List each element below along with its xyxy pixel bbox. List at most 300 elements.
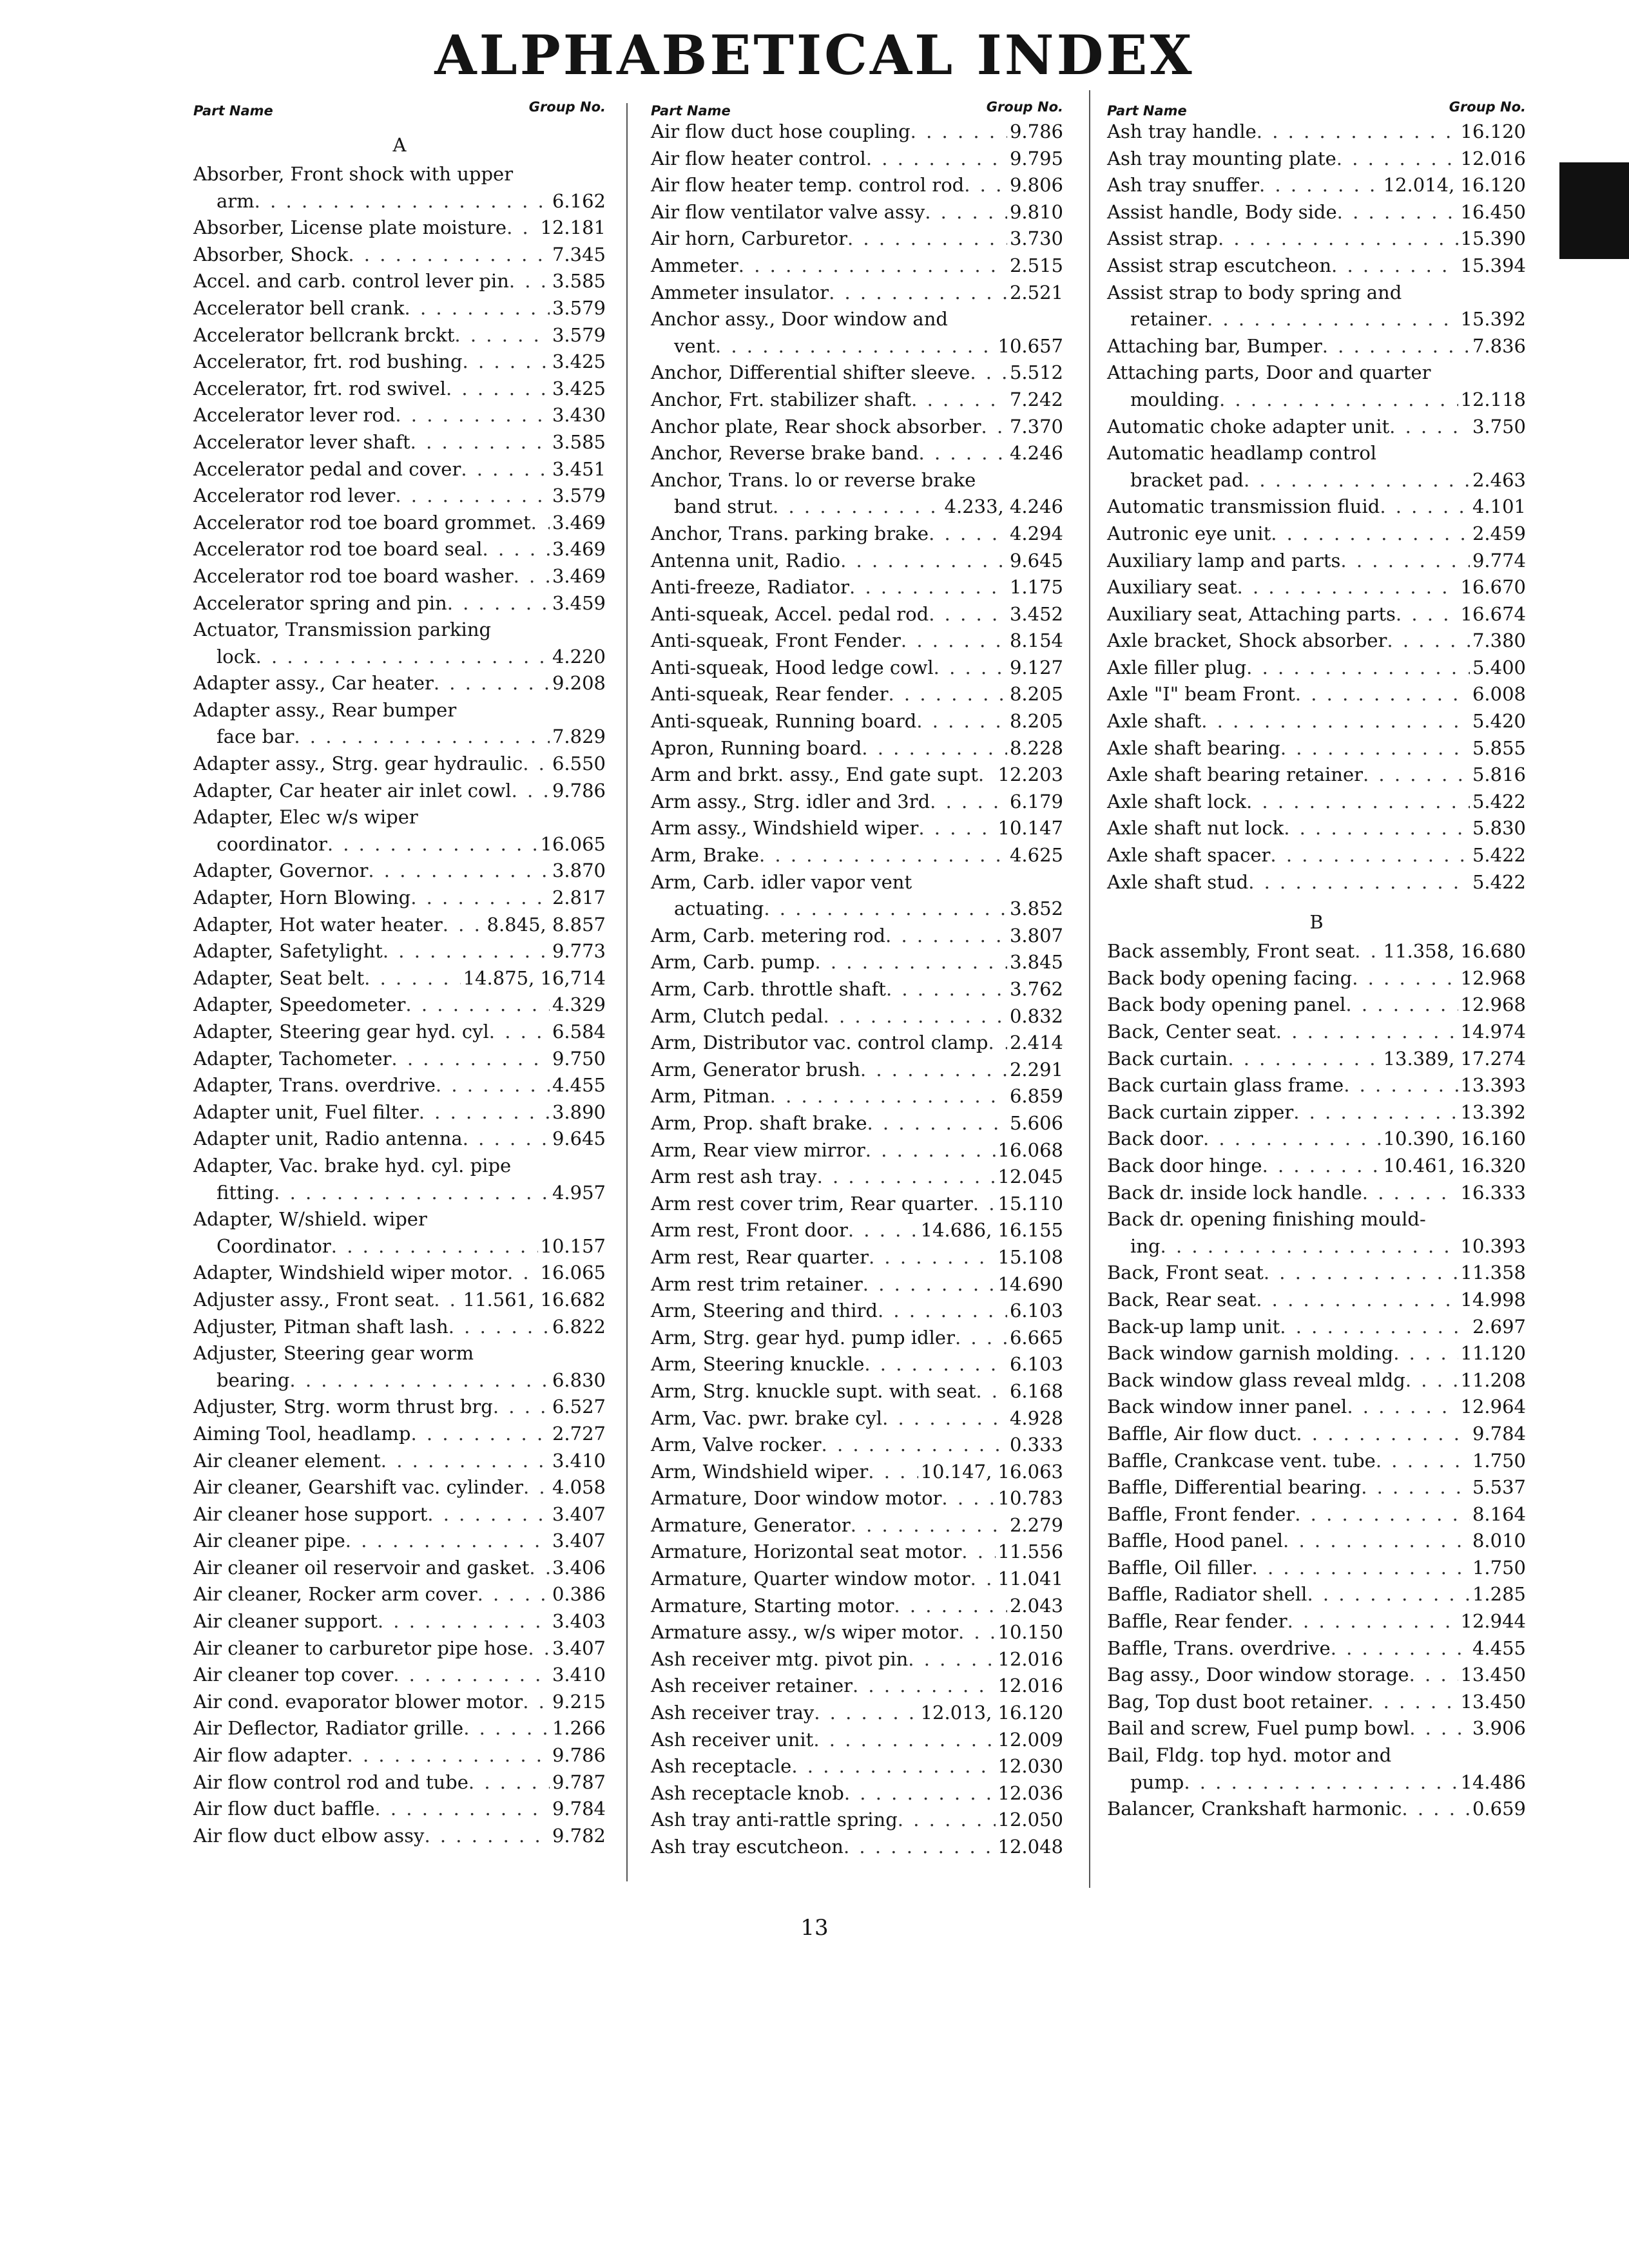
part-name: Accelerator rod toe board washer [193,564,514,587]
group-no-heading: Group No. [528,99,606,115]
dot-leader [1280,735,1470,762]
group-number: 5.422 [1472,870,1526,893]
part-name: Ammeter [651,254,738,276]
dot-leader [970,1566,996,1593]
part-name: Back assembly, Front seat [1107,940,1355,963]
dot-leader [1246,789,1470,816]
part-name: Absorber, Shock [193,243,349,265]
dot-leader [528,1635,550,1662]
part-name: Back door hinge [1107,1154,1262,1177]
dot-leader [1271,521,1470,548]
dot-leader [759,842,1007,869]
part-name: Baffle, Front fender [1107,1503,1295,1525]
part-name-continued: ing [1130,1235,1161,1257]
index-entry [1107,789,1526,816]
group-number: 12.016 [998,1675,1063,1697]
entry-continuation [1107,387,1526,414]
dot-leader [1201,708,1470,735]
dot-leader [930,789,1007,816]
index-entry [193,885,606,912]
part-name: Arm rest, Rear quarter [651,1245,869,1268]
entry-continuation [651,896,1063,923]
part-name: Ash tray anti-rattle spring [651,1809,898,1831]
dot-leader [1347,1394,1458,1421]
dot-leader [327,831,538,858]
part-name: Arm assy., Windshield wiper [651,817,919,840]
group-number: 3.730 [1009,227,1063,250]
dot-leader [424,1823,550,1850]
part-name: Arm rest ash tray [651,1166,817,1188]
part-name: Anti-squeak, Running board [651,710,917,733]
dot-leader [817,1164,996,1191]
part-name: Back window glass reveal mldg [1107,1369,1405,1391]
index-entry [1107,1046,1526,1073]
dot-leader [1259,172,1381,199]
index-entry [651,1807,1063,1834]
group-number: 3.469 [552,564,606,587]
part-name: Ammeter insulator [651,281,829,303]
part-name: Axle shaft bearing [1107,736,1280,759]
part-name: Arm, Vac. pwr. brake cyl [651,1407,883,1429]
dot-leader [427,1501,550,1528]
index-entry [193,376,606,403]
dot-leader [1244,467,1470,494]
part-name: Attaching parts, Door and quarter [1107,361,1431,384]
part-name: Axle shaft spacer [1107,844,1271,867]
dot-leader [1262,1153,1381,1180]
group-number: 16.120 [1460,120,1526,142]
dot-leader [978,762,996,789]
dot-leader [813,1727,995,1754]
section-letter: B [1309,911,1324,934]
index-entry [651,869,1063,923]
index-entry [193,1555,606,1582]
part-name: Bag assy., Door window storage [1107,1664,1409,1686]
group-number: 11.208 [1460,1369,1526,1391]
dot-leader [773,494,941,521]
group-number: 3.585 [552,430,606,453]
index-entry [651,467,1063,521]
dot-leader [393,1662,550,1689]
index-entry [193,1260,606,1287]
part-name: Automatic transmission fluid [1107,495,1380,518]
part-name: Auxiliary seat, Attaching parts [1107,602,1396,625]
part-name: Adapter, Governor [193,860,369,882]
group-number: 9.215 [552,1690,606,1713]
part-name: Automatic choke adapter unit [1107,415,1390,437]
part-name: Accelerator pedal and cover [193,457,461,480]
dot-leader [1257,119,1458,146]
dot-leader [1409,1662,1458,1689]
part-name: Axle shaft nut lock [1107,817,1284,840]
dot-leader [256,644,550,671]
dot-leader [1344,1072,1458,1099]
group-number: 6.008 [1472,683,1526,706]
part-name: Arm, Strg. gear hyd. pump idler [651,1326,955,1349]
dot-leader [918,815,995,842]
index-entry [651,1244,1063,1271]
column-header [1107,85,1526,119]
dot-leader [958,1619,996,1646]
dot-leader [383,938,550,965]
index-entry [193,912,606,939]
dot-leader [1361,1474,1470,1501]
dot-leader [507,1260,538,1287]
part-name: Anchor, Trans. lo or reverse brake [651,468,976,491]
group-number: 12.968 [1460,994,1526,1016]
group-number: 13.450 [1460,1664,1526,1686]
index-entry [651,1753,1063,1780]
dot-leader [929,601,1007,628]
part-name: Arm, Generator brush [651,1058,860,1081]
part-name: Arm, Carb. throttle shaft [651,978,886,1000]
part-name: Accelerator lever shaft [193,430,410,453]
index-entry [651,1619,1063,1646]
group-number: 3.407 [552,1530,606,1552]
group-number: 16.333 [1460,1181,1526,1204]
part-name: Baffle, Radiator shell [1107,1583,1307,1606]
part-name: Baffle, Differential bearing [1107,1476,1362,1499]
part-name: Axle bracket, Shock absorber [1107,629,1387,652]
group-number: 2.279 [1009,1514,1063,1536]
dot-leader [1283,1528,1470,1555]
dot-leader [866,146,1007,173]
index-entry [193,1314,606,1341]
group-number: 8.205 [1009,683,1063,706]
part-name: Anti-squeak, Rear fender [651,683,889,706]
entry-continuation [1107,1769,1526,1796]
group-number: 4.058 [552,1476,606,1499]
part-name: Air flow heater control [651,147,866,169]
part-name-heading: Part Name [1107,103,1187,119]
group-number: 12.968 [1460,966,1526,989]
dot-leader [961,1539,995,1566]
group-number: 4.246 [1009,442,1063,465]
part-name: Baffle, Air flow duct [1107,1422,1296,1445]
part-name: Armature, Starting motor [651,1594,894,1617]
index-entry [1107,735,1526,762]
part-name: Assist strap to body spring and [1107,281,1402,303]
group-number: 15.394 [1460,254,1526,276]
part-name: Adjuster, Pitman shaft lash [193,1315,448,1338]
part-name: Ash receiver tray [651,1702,815,1724]
part-name: Armature assy., w/s wiper motor [651,1621,958,1644]
part-name: Back door [1107,1128,1203,1150]
dot-leader [973,1191,996,1218]
group-number: 12.203 [998,764,1063,786]
dot-leader [1363,762,1470,789]
column-divider-1 [626,103,628,1881]
index-entry [193,1099,606,1126]
group-number: 5.420 [1472,710,1526,733]
part-name: Baffle, Hood panel [1107,1530,1284,1552]
part-name-continued: bracket pad [1130,468,1244,491]
group-number: 8.164 [1472,1503,1526,1525]
part-name-continued: pump [1130,1771,1184,1793]
group-number: 5.400 [1472,656,1526,678]
index-entry [651,1459,1063,1486]
index-entry [651,1673,1063,1700]
group-number: 3.407 [552,1503,606,1525]
dot-leader [847,226,1007,253]
page-number: 13 [800,1915,829,1941]
dot-leader [1362,1180,1458,1207]
index-entry [1107,199,1526,226]
group-number: 3.425 [552,377,606,399]
dot-leader [764,896,1007,923]
part-name: Ash tray handle [1107,120,1257,142]
index-entry [1107,1287,1526,1314]
group-number: 15.108 [998,1245,1063,1268]
group-number: 10.147, 16.063 [920,1460,1063,1483]
index-entry [193,402,606,429]
index-entry [1107,548,1526,575]
part-name: Arm, Brake [651,844,759,867]
group-number: 15.392 [1460,308,1526,331]
index-entry [193,1421,606,1448]
dot-leader [1393,1340,1458,1367]
part-name-heading: Part Name [193,103,273,119]
index-entry [651,628,1063,655]
index-entry [1107,414,1526,441]
dot-leader [514,563,550,590]
part-name: Ash receptacle knob [651,1782,844,1804]
dot-leader [1203,1126,1381,1153]
group-number: 5.537 [1472,1476,1526,1499]
dot-leader [529,1555,550,1582]
dot-leader [976,1378,1007,1405]
entry-continuation [193,188,606,215]
entry-continuation [1107,1233,1526,1260]
part-name: Axle shaft lock [1107,790,1246,812]
dot-leader [988,1030,1007,1057]
part-name: Adapter, Speedometer [193,994,406,1016]
dot-leader [867,1110,1007,1137]
index-entry [193,429,606,456]
part-name: Anti-squeak, Accel. pedal rod [651,602,929,625]
part-name: Air cleaner, Gearshift vac. cylinder [193,1476,523,1499]
dot-leader [886,976,1007,1003]
index-entry [1107,494,1526,521]
part-name: Accelerator lever rod [193,404,396,427]
index-entry [193,456,606,483]
group-number: 1.750 [1472,1449,1526,1472]
index-entry [651,923,1063,950]
group-number: 14.998 [1460,1288,1526,1311]
index-entry [651,976,1063,1003]
group-number: 9.782 [552,1824,606,1847]
dot-leader [822,1432,1007,1459]
dot-leader [255,188,550,215]
group-number: 4.928 [1009,1407,1063,1429]
part-name: Antenna unit, Radio [651,549,841,572]
dot-leader [1219,387,1458,414]
group-number: 3.451 [552,457,606,480]
index-entry [193,1742,606,1769]
index-entry [651,762,1063,789]
part-name: Arm, Pitman [651,1085,770,1108]
index-entry [1107,119,1526,146]
index-entry [193,804,606,858]
part-name: Air cleaner, Rocker arm cover [193,1583,477,1606]
entry-continuation [1107,306,1526,333]
dot-leader [1409,1715,1470,1742]
dot-leader [894,1593,1007,1620]
dot-leader [1296,1421,1470,1448]
part-name: Automatic headlamp control [1107,442,1377,465]
group-number: 14.974 [1460,1021,1526,1043]
index-entry [651,1030,1063,1057]
part-name: Air cleaner support [193,1610,378,1633]
index-entry [193,563,606,590]
group-number: 11.041 [998,1568,1063,1590]
dot-leader [461,456,550,483]
index-entry [193,697,606,751]
dot-leader [860,1057,1007,1084]
group-number: 2.727 [552,1422,606,1445]
dot-leader [1280,1314,1470,1341]
group-number: 3.403 [552,1610,606,1633]
entry-list [193,119,606,1849]
index-entry [193,536,606,563]
dot-leader [405,295,550,322]
index-entry [651,1298,1063,1325]
index-entry [1107,1099,1526,1126]
dot-leader [1367,1689,1458,1716]
dot-leader [1248,869,1470,896]
part-name: Adapter assy., Car heater [193,672,434,695]
group-number: 2.291 [1009,1058,1063,1081]
part-name: Ash tray snuffer [1107,174,1259,197]
part-name: Absorber, License plate moisture [193,216,507,239]
group-number: 3.870 [552,860,606,882]
index-entry [1107,1421,1526,1448]
group-number: 7.242 [1009,388,1063,410]
group-number: 13.389, 17.274 [1383,1047,1526,1070]
index-column-3 [1107,85,1526,1823]
part-name-continued: moulding [1130,388,1219,410]
index-entry [193,1689,606,1716]
group-no-heading: Group No. [1449,99,1526,115]
part-name: Adapter, W/shield. wiper [193,1208,427,1231]
part-name: Adapter, Seat belt [193,966,365,989]
index-entry [651,655,1063,682]
dot-leader [849,574,1007,601]
part-name: Ash receiver mtg. pivot pin [651,1648,909,1670]
part-name: Accelerator spring and pin [193,591,447,614]
dot-leader [391,1046,550,1073]
part-name-continued: lock [217,645,256,668]
group-number: 12.944 [1460,1610,1526,1633]
part-name: Axle shaft bearing retainer [1107,764,1363,786]
group-number: 7.836 [1472,334,1526,357]
index-entry [651,1539,1063,1566]
group-number: 6.103 [1009,1300,1063,1322]
section-letter: A [392,134,407,156]
dot-leader [1389,414,1470,441]
dot-leader [1295,1501,1470,1528]
index-entry [651,253,1063,280]
group-number: 5.855 [1472,736,1526,759]
group-number: 13.392 [1460,1100,1526,1123]
index-entry [651,574,1063,601]
group-number: 9.645 [1009,549,1063,572]
part-name: Assist handle, Body side [1107,200,1337,223]
part-name: Adapter assy., Strg. gear hydraulic [193,753,523,775]
part-name-continued: retainer [1130,308,1207,331]
group-number: 3.459 [552,591,606,614]
group-number: 13.393 [1460,1074,1526,1097]
part-name: Adapter assy., Rear bumper [193,698,457,721]
index-entry [651,440,1063,467]
part-name: Adapter, Car heater air inlet cowl [193,779,512,802]
group-number: 4.220 [552,645,606,668]
entry-continuation [193,644,606,671]
index-entry [1107,762,1526,789]
part-name: Axle filler plug [1107,656,1247,678]
index-entry [1107,172,1526,199]
dot-leader [395,402,550,429]
group-number: 9.786 [552,1744,606,1767]
part-name: Air cleaner hose support [193,1503,428,1525]
group-number: 6.179 [1009,790,1063,812]
dot-leader [934,655,1007,682]
entry-continuation [193,1180,606,1207]
index-entry [651,1057,1063,1084]
index-entry [193,992,606,1019]
index-entry [651,1137,1063,1164]
dot-leader [888,681,1007,708]
dot-leader [447,590,550,617]
index-entry [1107,1019,1526,1046]
group-number: 15.110 [998,1192,1063,1215]
group-number: 10.147 [998,817,1063,840]
part-name: Apron, Running board [651,736,862,759]
group-number: 16.450 [1460,200,1526,223]
dot-leader [1331,253,1458,280]
part-name: Accelerator, frt. rod swivel [193,377,446,399]
index-entry [1107,226,1526,253]
group-number: 12.016 [998,1648,1063,1670]
index-entry [1107,146,1526,173]
group-number: 2.697 [1472,1315,1526,1338]
dot-leader [851,1512,1007,1539]
index-entry [193,295,606,322]
index-entry [193,1340,606,1394]
dot-leader [955,1325,1007,1352]
dot-leader [869,1244,996,1271]
part-name: Air flow duct hose coupling [651,120,911,142]
dot-leader [374,1796,550,1823]
dot-leader [865,1137,996,1164]
index-entry [193,1823,606,1850]
part-name: Arm, Carb. idler vapor vent [651,870,912,893]
dot-leader [463,1715,550,1742]
index-entry [193,1126,606,1153]
part-name-continued: fitting [217,1181,275,1204]
part-name: Air cleaner oil reservoir and gasket [193,1556,530,1579]
dot-leader [901,628,1007,655]
part-name: Arm assy., Strg. idler and 3rd [651,790,930,812]
part-name: Adapter, Elec w/s wiper [193,806,418,829]
dot-leader [331,1233,538,1260]
index-entry [1107,628,1526,655]
part-name: Air flow duct baffle [193,1798,375,1820]
group-number: 10.150 [998,1621,1063,1644]
index-entry [1107,574,1526,601]
group-number: 7.345 [552,243,606,265]
group-number: 3.406 [552,1556,606,1579]
